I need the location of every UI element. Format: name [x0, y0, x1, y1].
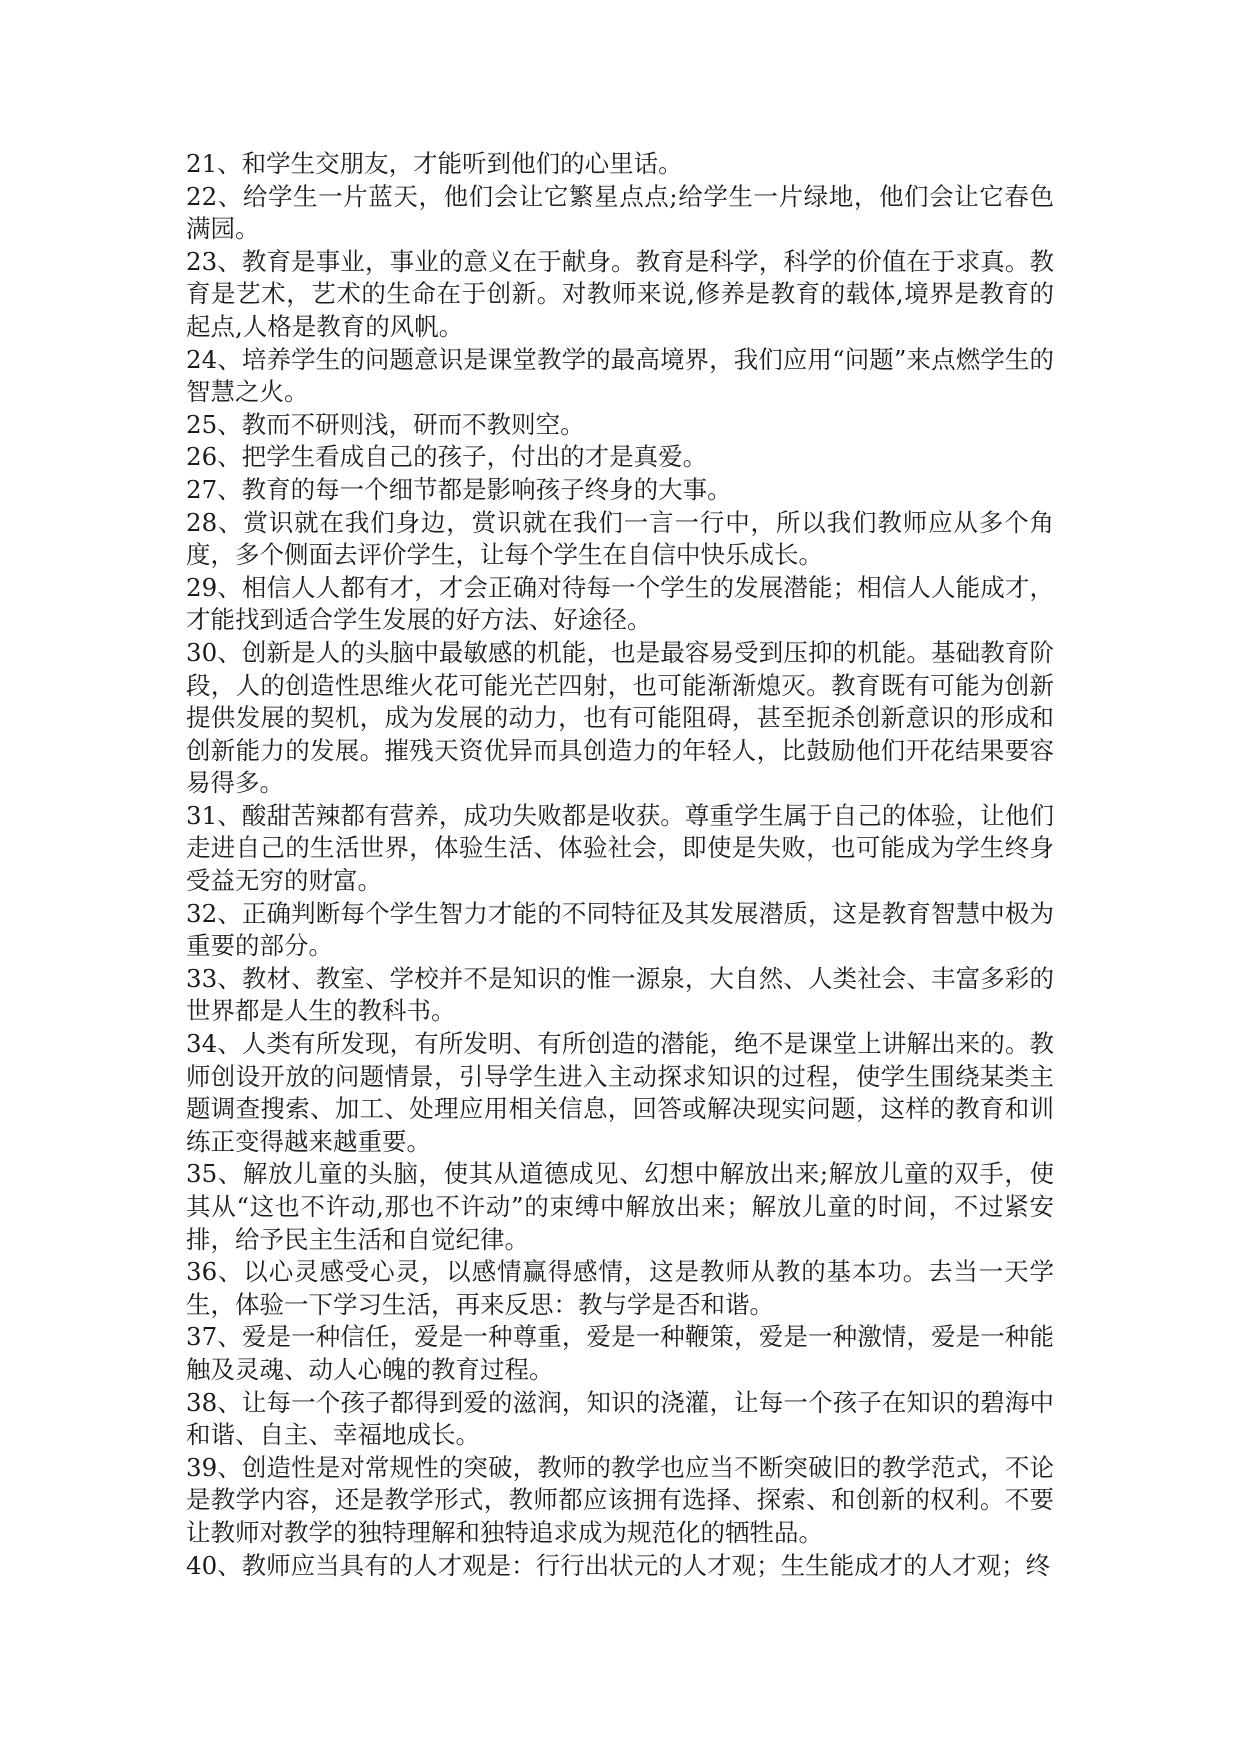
paragraph-22: 22、给学生一片蓝天，他们会让它繁星点点;给学生一片绿地，他们会让它春色满园。: [186, 181, 1054, 244]
paragraph-39: 39、创造性是对常规性的突破，教师的教学也应当不断突破旧的教学范式，不论是教学内容，还是教学形式，教师都应该拥有选择、探索、和创新的权利。不要让教师对教学的独特理解和独特追求成为规范化的牺牲品。: [186, 1452, 1054, 1547]
paragraph-24: 24、培养学生的问题意识是课堂教学的最高境界，我们应用“问题”来点燃学生的智慧之火。: [186, 344, 1054, 407]
paragraph-23: 23、教育是事业，事业的意义在于献身。教育是科学，科学的价值在于求真。教育是艺术，艺术的生命在于创新。对教师来说,修养是教育的载体,境界是教育的起点,人格是教育的风帆。: [186, 246, 1054, 341]
paragraph-31: 31、酸甜苦辣都有营养，成功失败都是收获。尊重学生属于自己的体验，让他们走进自己的生活世界，体验生活、体验社会，即使是失败，也可能成为学生终身受益无穷的财富。: [186, 800, 1054, 896]
paragraph-38: 38、让每一个孩子都得到爱的滋润，知识的浇灌，让每一个孩子在知识的碧海中和谐、自主、幸福地成长。: [186, 1387, 1054, 1450]
paragraph-35: 35、解放儿童的头脑，使其从道德成见、幻想中解放出来;解放儿童的双手，使其从“这也不许动,那也不许动”的束缚中解放出来；解放儿童的时间，不过紧安排，给予民主生活和自觉纪律。: [186, 1159, 1054, 1254]
document-page: [186, 148, 1054, 1582]
paragraph-26: 26、把学生看成自己的孩子，付出的才是真爱。: [186, 442, 708, 472]
paragraph-28: 28、赏识就在我们身边，赏识就在我们一言一行中，所以我们教师应从多个角度，多个侧面去评价学生，让每个学生在自信中快乐成长。: [186, 507, 1054, 570]
paragraph-36: 36、以心灵感受心灵，以感情赢得感情，这是教师从教的基本功。去当一天学生，体验一下学习生活，再来反思：教与学是否和谐。: [186, 1257, 1054, 1319]
paragraph-37: 37、爱是一种信任，爱是一种尊重，爱是一种鞭策，爱是一种激情，爱是一种能触及灵魂、动人心魄的教育过程。: [186, 1322, 1054, 1384]
paragraph-40: 40、教师应当具有的人才观是：行行出状元的人才观；生生能成才的人才观；终: [186, 1550, 1051, 1580]
paragraph-34: 34、人类有所发现，有所发明、有所创造的潜能，绝不是课堂上讲解出来的。教师创设开放的问题情景，引导学生进入主动探求知识的过程，使学生围绕某类主题调查搜索、加工、处理应用相关信息，回答或解决现实问题，这样的教育和训练正变得越来越重要。: [186, 1029, 1054, 1156]
paragraph-27: 27、教育的每一个细节都是影响孩子终身的大事。: [186, 474, 732, 504]
paragraph-30: 30、创新是人的头脑中最敏感的机能，也是最容易受到压抑的机能。基础教育阶段，人的创造性思维火花可能光芒四射，也可能渐渐熄灭。教育既有可能为创新提供发展的契机，成为发展的动力，也有可能阻碍，甚至扼杀创新意识的形成和创新能力的发展。摧残天资优异而具创造力的年轻人，比鼓励他们开花结果要容易得多。: [186, 637, 1054, 798]
paragraph-29: 29、相信人人都有才，才会正确对待每一个学生的发展潜能；相信人人能成才，才能找到适合学生发展的好方法、好途径。: [186, 572, 1054, 635]
paragraph-25: 25、教而不研则浅，研而不教则空。: [186, 409, 585, 439]
paragraph-21: 21、和学生交朋友，才能听到他们的心里话。: [186, 149, 683, 178]
paragraph-32: 32、正确判断每个学生智力才能的不同特征及其发展潜质，这是教育智慧中极为重要的部分。: [186, 898, 1054, 961]
paragraph-33: 33、教材、教室、学校并不是知识的惟一源泉，大自然、人类社会、丰富多彩的世界都是人生的教科书。: [186, 963, 1054, 1026]
